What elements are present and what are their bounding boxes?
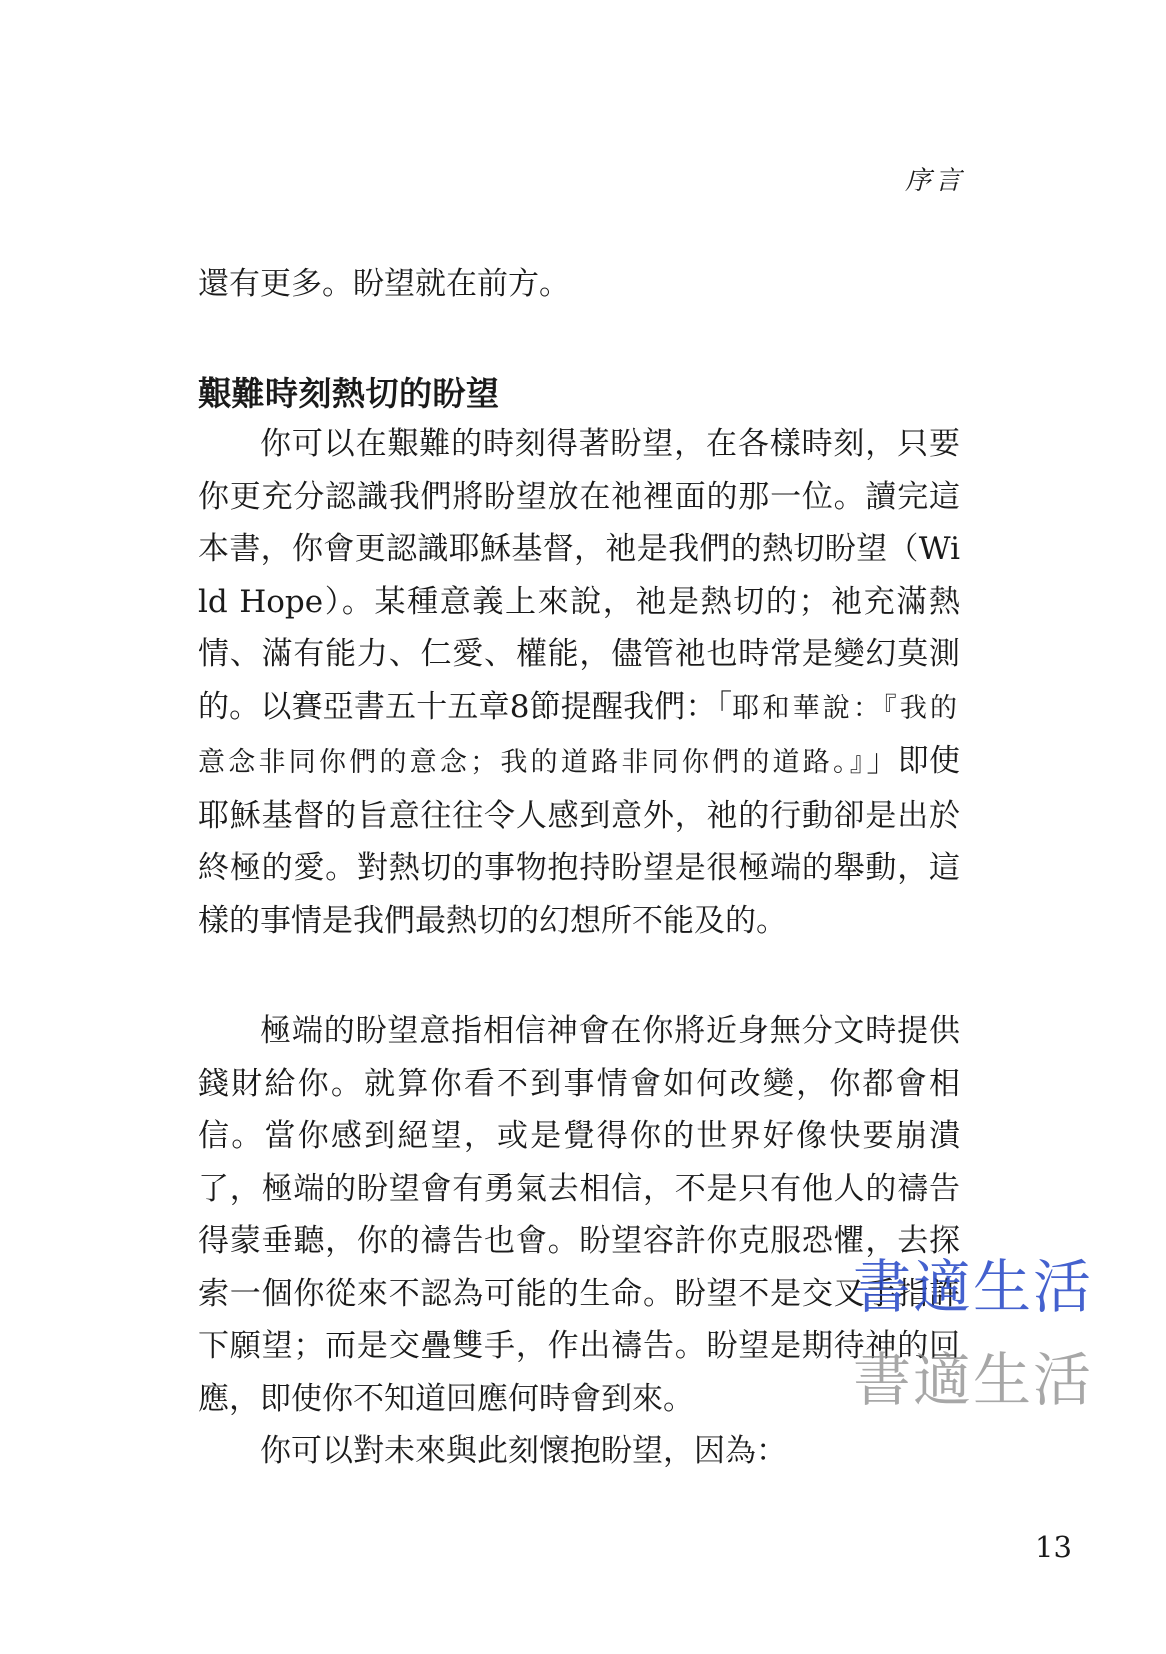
paragraph-1-text-continued: 」即使耶穌基督的旨意往往令人感到意外，祂的行動卻是出於終極的愛。對熱切的事物抱持盼望是很極端的舉動，這樣的事情是我們最熱切的幻想所不能及的。: [198, 743, 961, 939]
watermark-blue: 書適生活: [853, 1255, 1094, 1320]
continuation-line: 還有更多。盼望就在前方。: [198, 266, 570, 302]
section-heading: 艱難時刻熱切的盼望: [198, 374, 500, 413]
paragraph-2: 極端的盼望意指相信神會在你將近身無分文時提供錢財給你。就算你看不到事情會如何改變，你都會相信。當你感到絕望，或是覺得你的世界好像快要崩潰了，極端的盼望會有勇氣去相信，不是只有他人的禱告得蒙垂聽，你的禱告也會。盼望容許你克服恐懼，去探索一個你從來不認為可能的生命。盼望不是交叉手指許下願望；而是交疊雙手，作出禱告。盼望是期待神的回應，即使你不知道回應何時會到來。: [198, 1013, 960, 1417]
watermark-gray: 書適生活: [853, 1348, 1094, 1413]
page-number: 13: [1035, 1530, 1072, 1564]
scripture-quote: 耶和華說：『我的意念非同你們的意念；我的道路非同你們的道路。』: [198, 692, 960, 778]
paragraph-1-text: 你可以在艱難的時刻得著盼望，在各樣時刻，只要你更充分認識我們將盼望放在祂裡面的那一位。讀完這本書，你會更認識耶穌基督，祂是我們的熱切盼望（Wild Hope）。某種意義上來說，祂是熱切的；祂充滿熱情、滿有能力、仁愛、權能，儘管祂也時常是變幻莫測的。以賽亞書五十五章8節提醒我們：「: [198, 426, 960, 725]
running-header: 序言: [905, 166, 966, 196]
paragraph-3: 你可以對未來與此刻懷抱盼望，因為：: [260, 1433, 787, 1469]
paragraph-1: [198, 418, 960, 947]
